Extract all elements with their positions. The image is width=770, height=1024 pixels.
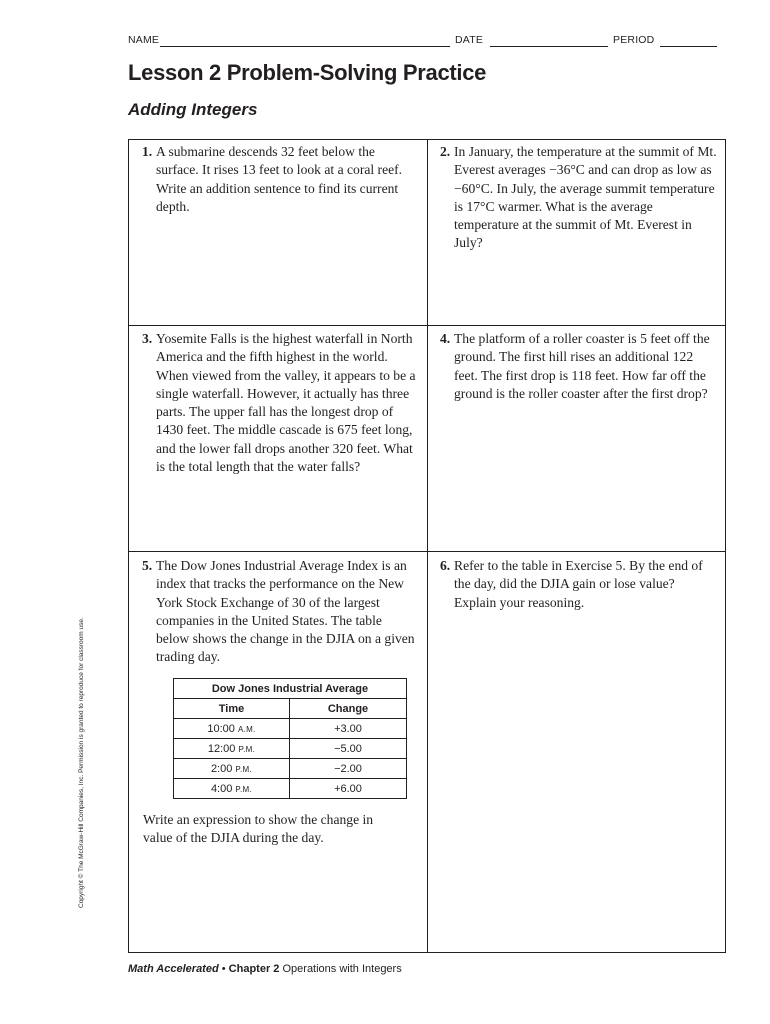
djia-col-change: Change <box>290 699 407 719</box>
page-footer <box>128 963 402 975</box>
time-value: 12:00 <box>207 742 236 755</box>
change-cell: +3.00 <box>290 719 407 739</box>
problem-number: 1. <box>142 144 153 159</box>
time-period: P.M. <box>235 784 253 794</box>
problem-text: The Dow Jones Industrial Average Index is an index that tracks the performance on the New York Stock Exchange of 30 of the largest companies in the United States. The table below shows the change in the DJIA on a given trading day. <box>156 558 415 665</box>
copyright-notice: Copyright © The McGraw-Hill Companies, Inc. Permission is granted to reproduce for classroom use. <box>78 617 85 908</box>
problem-text: Refer to the table in Exercise 5. By the end of the day, did the DJIA gain or lose value? Explain your reasoning. <box>454 558 703 610</box>
change-cell: −2.00 <box>290 759 407 779</box>
problem-number: 2. <box>440 144 451 159</box>
problem-5 <box>142 557 418 667</box>
change-cell: −5.00 <box>290 739 407 759</box>
date-label: DATE <box>455 34 484 46</box>
time-period: A.M. <box>237 724 256 734</box>
name-blank <box>160 46 450 47</box>
time-cell <box>174 719 290 739</box>
table-row <box>174 759 407 779</box>
table-row <box>174 779 407 799</box>
grid-divider-row-1 <box>129 325 725 326</box>
problem-2 <box>440 143 720 253</box>
change-cell: +6.00 <box>290 779 407 799</box>
time-cell <box>174 759 290 779</box>
djia-table <box>173 678 407 799</box>
student-info-header <box>128 34 720 50</box>
time-value: 4:00 <box>210 782 233 795</box>
footer-bullet: • <box>221 963 226 975</box>
time-period: P.M. <box>238 744 256 754</box>
name-label: NAME <box>128 34 160 46</box>
grid-divider-row-2 <box>129 551 725 552</box>
problem-6 <box>440 557 720 612</box>
period-blank <box>660 46 717 47</box>
problem-grid <box>128 139 726 953</box>
chapter-title: Operations with Integers <box>282 963 402 975</box>
chapter-label: Chapter 2 <box>228 963 280 975</box>
djia-col-time: Time <box>174 699 290 719</box>
problem-number: 3. <box>142 331 153 346</box>
problem-5-followup: Write an expression to show the change in value of the DJIA during the day. <box>143 812 374 846</box>
problem-text: The platform of a roller coaster is 5 feet off the ground. The first hill rises an additional 122 feet. The first drop is 118 feet. How far off the ground is the roller coaster after the first drop? <box>454 331 710 401</box>
table-row <box>174 719 407 739</box>
time-period: P.M. <box>235 764 253 774</box>
page-title: Lesson 2 Problem-Solving Practice <box>128 60 487 85</box>
problem-4 <box>440 330 720 403</box>
problem-number: 5. <box>142 558 153 573</box>
time-cell <box>174 739 290 759</box>
problem-number: 6. <box>440 558 451 573</box>
book-title: Math Accelerated <box>128 963 219 975</box>
period-label: PERIOD <box>613 34 655 46</box>
table-row <box>174 739 407 759</box>
djia-table-title: Dow Jones Industrial Average <box>174 679 407 699</box>
problem-text: A submarine descends 32 feet below the surface. It rises 13 feet to look at a coral reef. Write an addition sentence to find its current depth. <box>156 144 403 214</box>
problem-text: Yosemite Falls is the highest waterfall in North America and the fifth highest in the world. When viewed from the valley, it appears to be a single waterfall. However, it actually has three parts. The upper fall has the longest drop of 1430 feet. The middle cascade is 675 feet long, and the lower fall drops another 320 feet. What is the total length that the water falls? <box>156 331 416 475</box>
time-value: 10:00 <box>207 722 235 735</box>
problem-1 <box>142 143 414 216</box>
date-blank <box>490 46 608 47</box>
grid-divider-vertical <box>427 140 428 952</box>
problem-text: In January, the temperature at the summit of Mt. Everest averages −36°C and can drop as low as −60°C. In July, the average summit temperature is 17°C warmer. What is the average temperature at the summit of Mt. Everest in July? <box>454 144 717 251</box>
page-subtitle: Adding Integers <box>128 100 258 119</box>
time-value: 2:00 <box>210 762 233 775</box>
time-cell <box>174 779 290 799</box>
problem-number: 4. <box>440 331 451 346</box>
problem-3 <box>142 330 418 476</box>
